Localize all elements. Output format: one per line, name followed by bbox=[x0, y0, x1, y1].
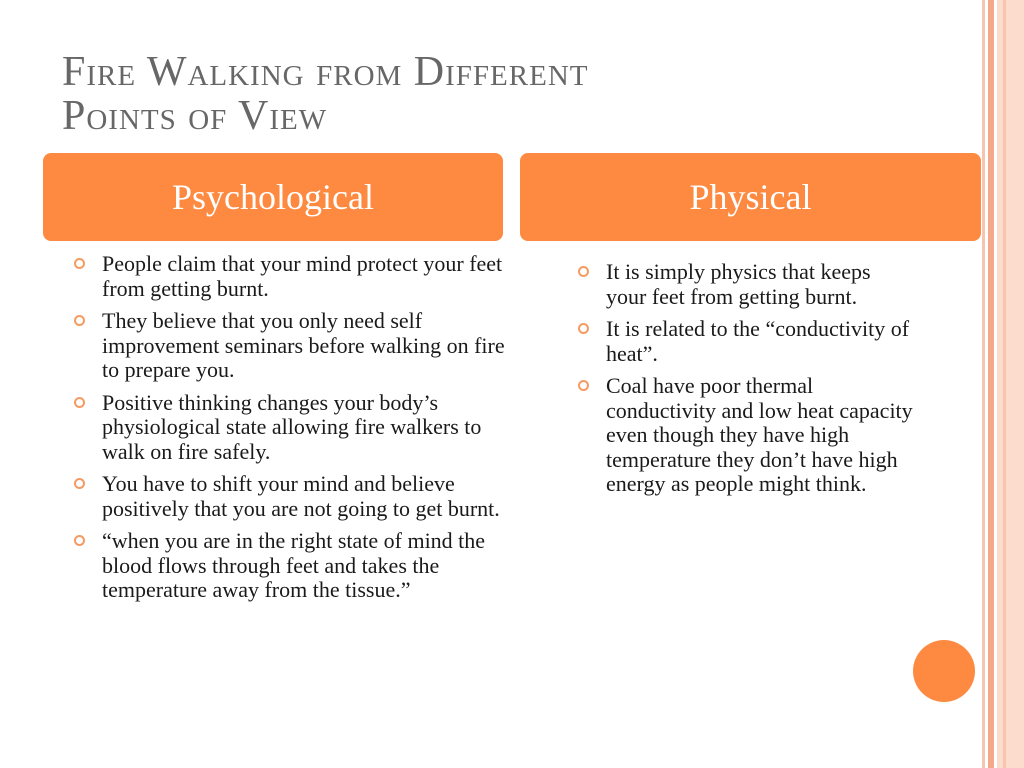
slide-title bbox=[62, 50, 942, 138]
column-heading: Physical bbox=[689, 177, 812, 217]
list-item bbox=[576, 317, 916, 366]
list-item bbox=[576, 374, 916, 497]
right-edge-band bbox=[997, 0, 1024, 768]
hollow-circle-bullet-icon bbox=[578, 323, 589, 334]
bullet-text: People claim that your mind protect your feet from getting burnt. bbox=[102, 251, 503, 301]
list-item bbox=[72, 252, 508, 301]
list-item bbox=[72, 529, 508, 603]
slide-title-line-2: Points of View bbox=[62, 93, 328, 139]
hollow-circle-bullet-icon bbox=[74, 315, 85, 326]
psychological-column-header bbox=[43, 153, 503, 241]
hollow-circle-bullet-icon bbox=[578, 380, 589, 391]
physical-bullet-list bbox=[576, 260, 916, 505]
right-edge-stripe bbox=[988, 0, 994, 768]
bullet-text: Coal have poor thermal conductivity and low heat capacity even though they have high temperature they don’t have high energy as people might think. bbox=[606, 373, 913, 496]
list-item bbox=[576, 260, 916, 309]
hollow-circle-bullet-icon bbox=[74, 535, 85, 546]
hollow-circle-bullet-icon bbox=[578, 266, 589, 277]
column-heading: Psychological bbox=[172, 177, 374, 217]
bullet-text: They believe that you only need self improvement seminars before walking on fire to prepare you. bbox=[102, 308, 505, 382]
bullet-text: It is simply physics that keeps your feet from getting burnt. bbox=[606, 259, 871, 309]
bullet-text: You have to shift your mind and believe positively that you are not going to get burnt. bbox=[102, 471, 500, 521]
right-edge-stripe bbox=[982, 0, 985, 768]
hollow-circle-bullet-icon bbox=[74, 397, 85, 408]
decorative-orange-circle bbox=[913, 640, 975, 702]
psychological-bullet-list bbox=[72, 252, 508, 611]
list-item bbox=[72, 472, 508, 521]
physical-column-header bbox=[520, 153, 981, 241]
hollow-circle-bullet-icon bbox=[74, 258, 85, 269]
slide-title-line-1: Fire Walking from Different bbox=[62, 49, 589, 95]
bullet-text: Positive thinking changes your body’s physiological state allowing fire walkers to walk on fire safely. bbox=[102, 389, 482, 464]
bullet-text: It is related to the “conductivity of heat”. bbox=[606, 316, 910, 366]
list-item bbox=[72, 309, 508, 383]
list-item bbox=[72, 391, 508, 465]
bullet-text: “when you are in the right state of mind the blood flows through feet and takes the temperature away from the tissue.” bbox=[102, 528, 486, 602]
right-edge-stripe bbox=[1003, 0, 1006, 768]
hollow-circle-bullet-icon bbox=[74, 478, 85, 489]
